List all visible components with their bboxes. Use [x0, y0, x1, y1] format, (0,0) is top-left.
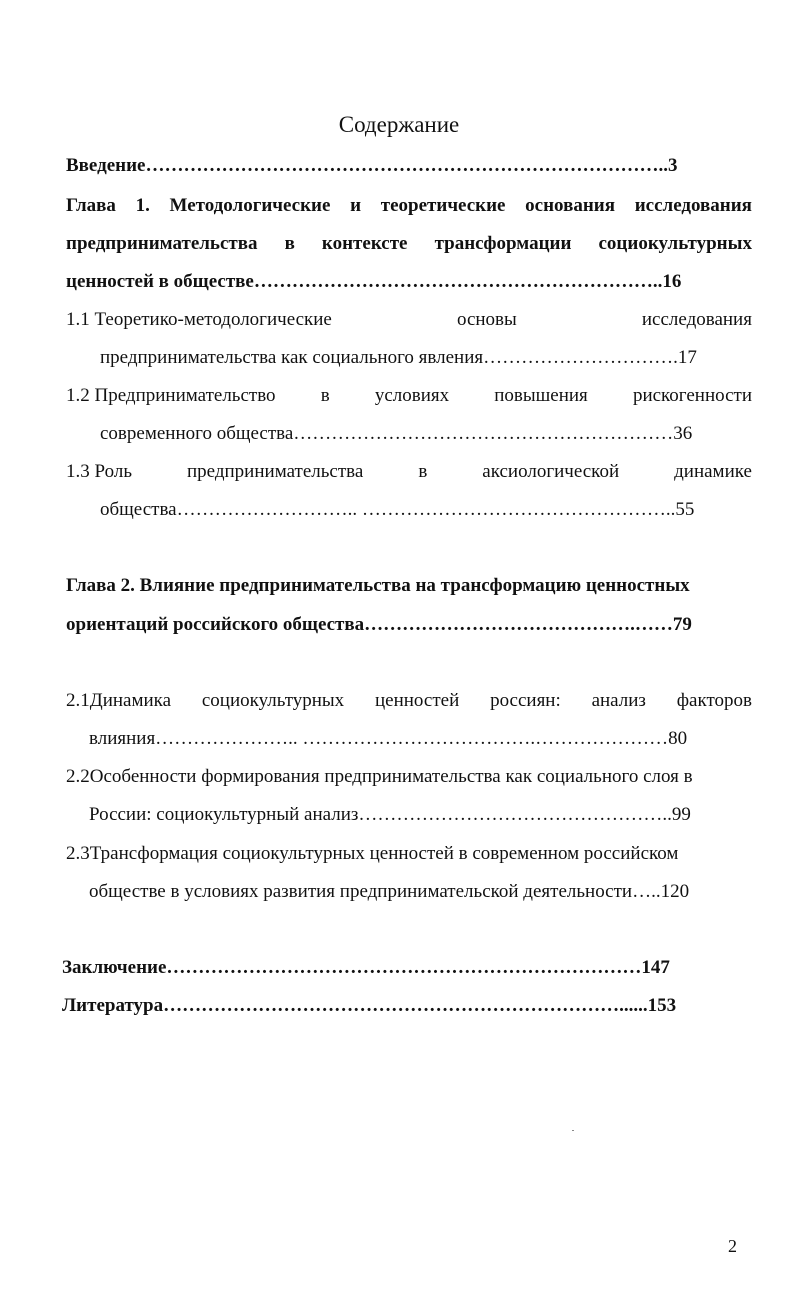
scan-speck: [572, 1130, 574, 1131]
toc-chapter1-word: в: [284, 233, 295, 254]
toc-chapter2-line2: ориентаций российского общества…………………………………….……79: [66, 614, 692, 635]
toc-section-1-1-line1: [66, 308, 752, 332]
toc-chapter1-word: 1.: [135, 195, 150, 216]
toc-section-word: 1.1 Теоретико-методологические: [66, 309, 332, 330]
toc-section-word: в: [320, 385, 330, 406]
page-number: 2: [728, 1236, 737, 1256]
toc-section-word: динамике: [674, 461, 752, 482]
toc-section-1-3-line1: [66, 460, 752, 484]
toc-section-word: ценностей: [375, 690, 460, 711]
toc-chapter1-word: Глава: [66, 195, 116, 216]
toc-section-word: аксиологической: [482, 461, 620, 482]
toc-section-word: рискогенности: [632, 385, 752, 406]
toc-chapter1-line3: ценностей в обществе………………………………………………………..16: [66, 271, 682, 292]
toc-section-1-2-line1: [66, 384, 752, 408]
toc-section-word: предпринимательства: [187, 461, 364, 482]
toc-entry-conclusion: Заключение…………………………………………………………………147: [62, 957, 670, 978]
toc-chapter1-word: Методологические: [169, 195, 331, 216]
toc-section-word: основы: [456, 309, 517, 330]
toc-chapter1-line1: [66, 194, 752, 218]
toc-chapter1-word: предпринимательства: [66, 233, 258, 254]
toc-section-word: условиях: [374, 385, 450, 406]
toc-chapter1-word: исследования: [634, 195, 752, 216]
toc-entry-literature: Литература………………………………………………………………......153: [62, 995, 677, 1016]
toc-section-word: 2.1Динамика: [66, 690, 172, 711]
toc-section-2-3-line1: 2.3Трансформация социокультурных ценностей в современном российском: [66, 843, 679, 864]
toc-entry-introduction: Введение………………………………………………………………………..3: [66, 155, 678, 176]
toc-section-2-3-line2: обществе в условиях развития предпринимательской деятельности…..120: [89, 881, 690, 902]
toc-chapter1-word: контексте: [321, 233, 408, 254]
toc-section-word: 1.3 Роль: [66, 461, 132, 482]
toc-chapter1-word: теоретические: [380, 195, 506, 216]
toc-section-2-2-line2: России: социокультурный анализ…………………………………………..99: [89, 804, 691, 825]
toc-section-word: 1.2 Предпринимательство: [66, 385, 276, 406]
toc-section-word: повышения: [494, 385, 588, 406]
toc-section-word: социокультурных: [201, 690, 345, 711]
toc-section-2-1-line1: [66, 689, 752, 713]
toc-section-2-2-line1: 2.2Особенности формирования предпринимательства как социального слоя в: [66, 766, 693, 787]
toc-chapter1-word: основания: [525, 195, 616, 216]
page-title: Содержание: [338, 112, 460, 137]
toc-section-word: в: [418, 461, 428, 482]
toc-section-2-1-line2: влияния………………….. ……………………………….…………………80: [89, 728, 688, 749]
toc-section-1-2-line2: современного общества……………………………………………………36: [100, 423, 693, 444]
toc-section-word: факторов: [676, 690, 752, 711]
toc-chapter1-word: социокультурных: [598, 233, 752, 254]
toc-chapter1-line2: [66, 232, 752, 256]
toc-section-1-1-line2: предпринимательства как социального явления………………………….17: [100, 347, 697, 368]
toc-section-word: россиян:: [490, 690, 561, 711]
toc-chapter1-word: и: [350, 195, 362, 216]
toc-section-word: анализ: [591, 690, 646, 711]
toc-section-word: исследования: [641, 309, 752, 330]
toc-chapter2-line1: Глава 2. Влияние предпринимательства на трансформацию ценностных: [66, 575, 690, 596]
toc-section-1-3-line2: общества……………………….. …………………………………………..55: [100, 499, 695, 520]
toc-chapter1-word: трансформации: [434, 233, 572, 254]
